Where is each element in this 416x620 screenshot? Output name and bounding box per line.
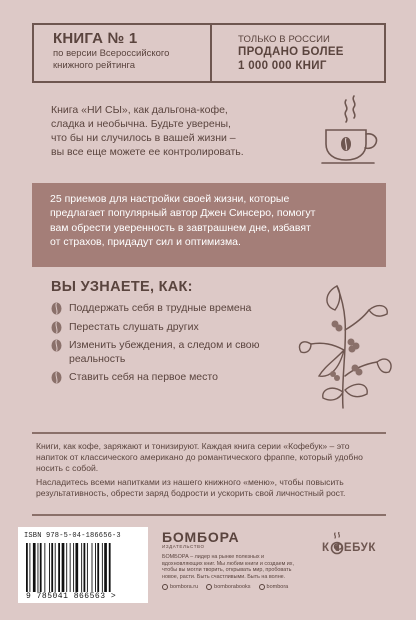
social-vk[interactable] xyxy=(206,584,250,590)
band-line: предлагает популярный автор Джен Синсеро, помогут xyxy=(50,207,316,220)
publisher-description: БОМБОРА – лидер на рынке полезных и вдохновляющих книг. Мы любим книги и создаем их, чтобы вы могли творить, открывать мир, пробовать новое, расти. Быть счастливыми. Быть на волне. xyxy=(162,554,294,580)
coffee-bean-icon xyxy=(51,339,62,352)
band-line: от страхов, придадут сил и оптимизма. xyxy=(50,235,241,248)
band-line: 25 приемов для настройки своей жизни, которые xyxy=(50,193,290,205)
coffee-bean-icon xyxy=(51,321,62,334)
learn-item xyxy=(51,302,291,316)
barcode-digits: 9 785041 866563 > xyxy=(26,592,117,601)
learn-item-text: Ставить себя на первое место xyxy=(69,371,218,383)
badges-box xyxy=(32,23,386,83)
learn-item xyxy=(51,321,291,335)
series-paragraph-2: Насладитесь всеми напитками из нашего книжного «меню», чтобы повысить результативность, обрести заряд бодрости и ускорить свой личностный рост. xyxy=(36,477,346,498)
intro-text xyxy=(51,103,301,159)
intro-line: Книга «НИ СЫ», как дальгона-кофе, xyxy=(51,104,228,116)
band-line: вам обрести уверенность в завтрашнем дне, избавят xyxy=(50,221,311,234)
intro-line: что бы ни случилось в вашей жизни – xyxy=(51,132,236,144)
coffee-bean-icon xyxy=(51,371,62,384)
coffee-cup-icon xyxy=(320,94,382,166)
badge-rank-sub-2: книжного рейтинга xyxy=(53,60,136,71)
social-site-label: bombora.ru xyxy=(170,584,199,591)
telegram-icon xyxy=(259,584,265,590)
series-logo-text: К ФЕБУК xyxy=(322,542,377,554)
sales-badge-line-2: 1 000 000 КНИГ xyxy=(238,60,327,72)
vk-icon xyxy=(206,584,212,590)
highlight-band xyxy=(32,183,386,267)
badge-rank-sub-1: по версии Всероссийского xyxy=(53,48,170,59)
publisher-socials xyxy=(162,584,302,590)
sales-badge-line-1: ПРОДАНО БОЛЕЕ xyxy=(238,46,344,58)
badge-rank-title: КНИГА № 1 xyxy=(53,30,138,47)
sales-badge xyxy=(212,25,384,81)
learn-list xyxy=(51,302,291,390)
social-telegram-label: bombora xyxy=(266,584,289,591)
isbn-text: ISBN 978-5-04-186656-3 xyxy=(24,532,121,540)
intro-line: вы все еще можете ее контролировать. xyxy=(51,146,244,158)
publisher-logo: БОМБОРА xyxy=(162,529,240,545)
intro-line: сладка и необычна. Будьте уверены, xyxy=(51,118,231,130)
barcode-bars xyxy=(24,543,142,595)
sales-badge-sub: ТОЛЬКО В РОССИИ xyxy=(238,34,330,45)
learn-title: ВЫ УЗНАЕТЕ, КАК: xyxy=(51,279,193,295)
bestseller-badge xyxy=(34,25,212,81)
series-logo xyxy=(322,532,392,558)
series-description xyxy=(32,432,386,516)
learn-item-text: Поддержать себя в трудные времена xyxy=(69,302,252,314)
series-paragraph-1: Книги, как кофе, заряжают и тонизируют. Каждая книга серии «Кофебук» – это напиток от классического американо до романтического фраппе, который удобно носить с собой. xyxy=(36,441,363,473)
coffee-plant-icon xyxy=(295,280,395,410)
globe-icon xyxy=(162,584,168,590)
social-site[interactable] xyxy=(162,584,198,590)
learn-item-text: Изменить убеждения, а следом и свою реальность xyxy=(69,339,260,365)
barcode xyxy=(18,527,148,603)
learn-item xyxy=(51,371,291,385)
publisher-block xyxy=(162,530,302,590)
social-telegram[interactable] xyxy=(259,584,289,590)
learn-item-text: Перестать слушать других xyxy=(69,320,199,333)
social-vk-label: bomborabooks xyxy=(214,584,251,591)
learn-item xyxy=(51,339,291,366)
coffee-bean-icon xyxy=(51,302,62,315)
publisher-logo-sub: ИЗДАТЕЛЬСТВО xyxy=(162,544,205,549)
